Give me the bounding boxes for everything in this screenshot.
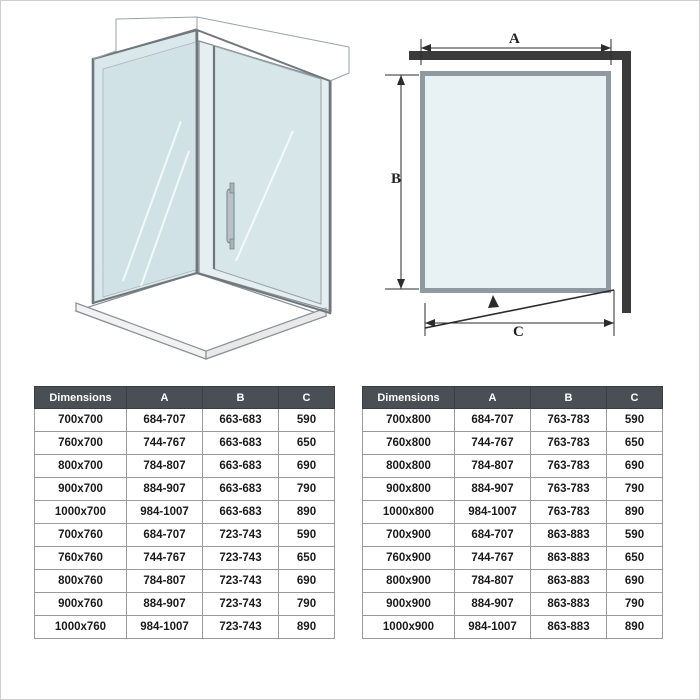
dimensions-table-left xyxy=(34,386,334,639)
table-row xyxy=(363,570,663,593)
table-header-row xyxy=(35,387,335,409)
cell-b: 663-683 xyxy=(203,409,279,432)
cell-b: 763-783 xyxy=(531,432,607,455)
table-row xyxy=(35,409,335,432)
cell-b: 763-783 xyxy=(531,409,607,432)
cell-b: 863-883 xyxy=(531,524,607,547)
cell-c: 890 xyxy=(607,501,663,524)
cell-a: 884-907 xyxy=(127,593,203,616)
header-c: C xyxy=(607,387,663,409)
cell-a: 684-707 xyxy=(455,524,531,547)
table-row xyxy=(363,524,663,547)
cell-dimensions: 800x800 xyxy=(363,455,455,478)
cell-c: 650 xyxy=(279,432,335,455)
cell-dimensions: 700x900 xyxy=(363,524,455,547)
cell-a: 884-907 xyxy=(127,478,203,501)
cell-dimensions: 800x700 xyxy=(35,455,127,478)
cell-b: 863-883 xyxy=(531,593,607,616)
cell-b: 663-683 xyxy=(203,478,279,501)
cell-a: 744-767 xyxy=(127,432,203,455)
dimension-label-a: A xyxy=(509,31,520,47)
cell-a: 884-907 xyxy=(455,478,531,501)
cell-a: 684-707 xyxy=(127,409,203,432)
cell-a: 684-707 xyxy=(455,409,531,432)
cell-a: 784-807 xyxy=(455,570,531,593)
cell-b: 763-783 xyxy=(531,455,607,478)
table-row xyxy=(35,616,335,639)
cell-c: 790 xyxy=(279,478,335,501)
cell-dimensions: 1000x760 xyxy=(35,616,127,639)
cell-c: 690 xyxy=(279,455,335,478)
table-row xyxy=(363,455,663,478)
cell-dimensions: 700x760 xyxy=(35,524,127,547)
cell-c: 650 xyxy=(607,547,663,570)
cell-a: 984-1007 xyxy=(127,501,203,524)
cell-b: 863-883 xyxy=(531,547,607,570)
cell-b: 723-743 xyxy=(203,593,279,616)
header-a: A xyxy=(127,387,203,409)
table-row xyxy=(363,409,663,432)
cell-a: 784-807 xyxy=(127,570,203,593)
table-row xyxy=(35,524,335,547)
table-row xyxy=(363,616,663,639)
cell-dimensions: 700x700 xyxy=(35,409,127,432)
dimension-label-b: B xyxy=(391,171,402,187)
cell-c: 590 xyxy=(279,524,335,547)
header-c: C xyxy=(279,387,335,409)
table-row xyxy=(35,547,335,570)
cell-dimensions: 760x760 xyxy=(35,547,127,570)
cell-b: 663-683 xyxy=(203,432,279,455)
cell-c: 790 xyxy=(607,593,663,616)
cell-c: 650 xyxy=(607,432,663,455)
table-row xyxy=(363,593,663,616)
cell-a: 744-767 xyxy=(127,547,203,570)
cell-a: 984-1007 xyxy=(127,616,203,639)
cell-a: 984-1007 xyxy=(455,616,531,639)
cell-c: 690 xyxy=(607,455,663,478)
header-b: B xyxy=(203,387,279,409)
cell-a: 744-767 xyxy=(455,547,531,570)
cell-c: 890 xyxy=(607,616,663,639)
table-row xyxy=(35,593,335,616)
table-row xyxy=(35,501,335,524)
cell-a: 744-767 xyxy=(455,432,531,455)
table-header-row xyxy=(363,387,663,409)
header-a: A xyxy=(455,387,531,409)
cell-c: 790 xyxy=(607,478,663,501)
cell-b: 723-743 xyxy=(203,524,279,547)
table-row xyxy=(363,501,663,524)
door-handle-icon xyxy=(227,183,234,249)
cell-dimensions: 900x700 xyxy=(35,478,127,501)
table-row xyxy=(363,432,663,455)
cell-b: 863-883 xyxy=(531,570,607,593)
cell-a: 884-907 xyxy=(455,593,531,616)
dimensions-table-right xyxy=(362,386,662,639)
cell-dimensions: 900x900 xyxy=(363,593,455,616)
cell-b: 663-683 xyxy=(203,455,279,478)
dimension-label-c: C xyxy=(513,324,524,340)
shower-enclosure-isometric-view xyxy=(31,11,351,361)
cell-c: 890 xyxy=(279,501,335,524)
cell-dimensions: 800x760 xyxy=(35,570,127,593)
table-row xyxy=(35,570,335,593)
cell-c: 690 xyxy=(279,570,335,593)
table-left xyxy=(34,386,335,639)
cell-b: 863-883 xyxy=(531,616,607,639)
cell-dimensions: 760x900 xyxy=(363,547,455,570)
header-dimensions: Dimensions xyxy=(35,387,127,409)
table-row xyxy=(35,478,335,501)
cell-dimensions: 900x760 xyxy=(35,593,127,616)
cell-c: 590 xyxy=(607,524,663,547)
table-row xyxy=(35,455,335,478)
cell-dimensions: 800x900 xyxy=(363,570,455,593)
cell-c: 590 xyxy=(607,409,663,432)
header-dimensions: Dimensions xyxy=(363,387,455,409)
cell-dimensions: 1000x800 xyxy=(363,501,455,524)
shower-enclosure-plan-view xyxy=(371,31,671,351)
cell-b: 763-783 xyxy=(531,501,607,524)
cell-dimensions: 700x800 xyxy=(363,409,455,432)
cell-a: 984-1007 xyxy=(455,501,531,524)
cell-b: 723-743 xyxy=(203,547,279,570)
cell-b: 663-683 xyxy=(203,501,279,524)
cell-c: 650 xyxy=(279,547,335,570)
cell-a: 684-707 xyxy=(127,524,203,547)
cell-a: 784-807 xyxy=(455,455,531,478)
cell-b: 723-743 xyxy=(203,616,279,639)
cell-dimensions: 1000x700 xyxy=(35,501,127,524)
cell-c: 790 xyxy=(279,593,335,616)
header-b: B xyxy=(531,387,607,409)
cell-dimensions: 760x700 xyxy=(35,432,127,455)
cell-c: 590 xyxy=(279,409,335,432)
cell-b: 763-783 xyxy=(531,478,607,501)
cell-dimensions: 900x800 xyxy=(363,478,455,501)
cell-c: 690 xyxy=(607,570,663,593)
table-row xyxy=(35,432,335,455)
cell-b: 723-743 xyxy=(203,570,279,593)
cell-dimensions: 1000x900 xyxy=(363,616,455,639)
cell-a: 784-807 xyxy=(127,455,203,478)
cell-c: 890 xyxy=(279,616,335,639)
cell-dimensions: 760x800 xyxy=(363,432,455,455)
table-row xyxy=(363,547,663,570)
table-row xyxy=(363,478,663,501)
table-right xyxy=(362,386,663,639)
